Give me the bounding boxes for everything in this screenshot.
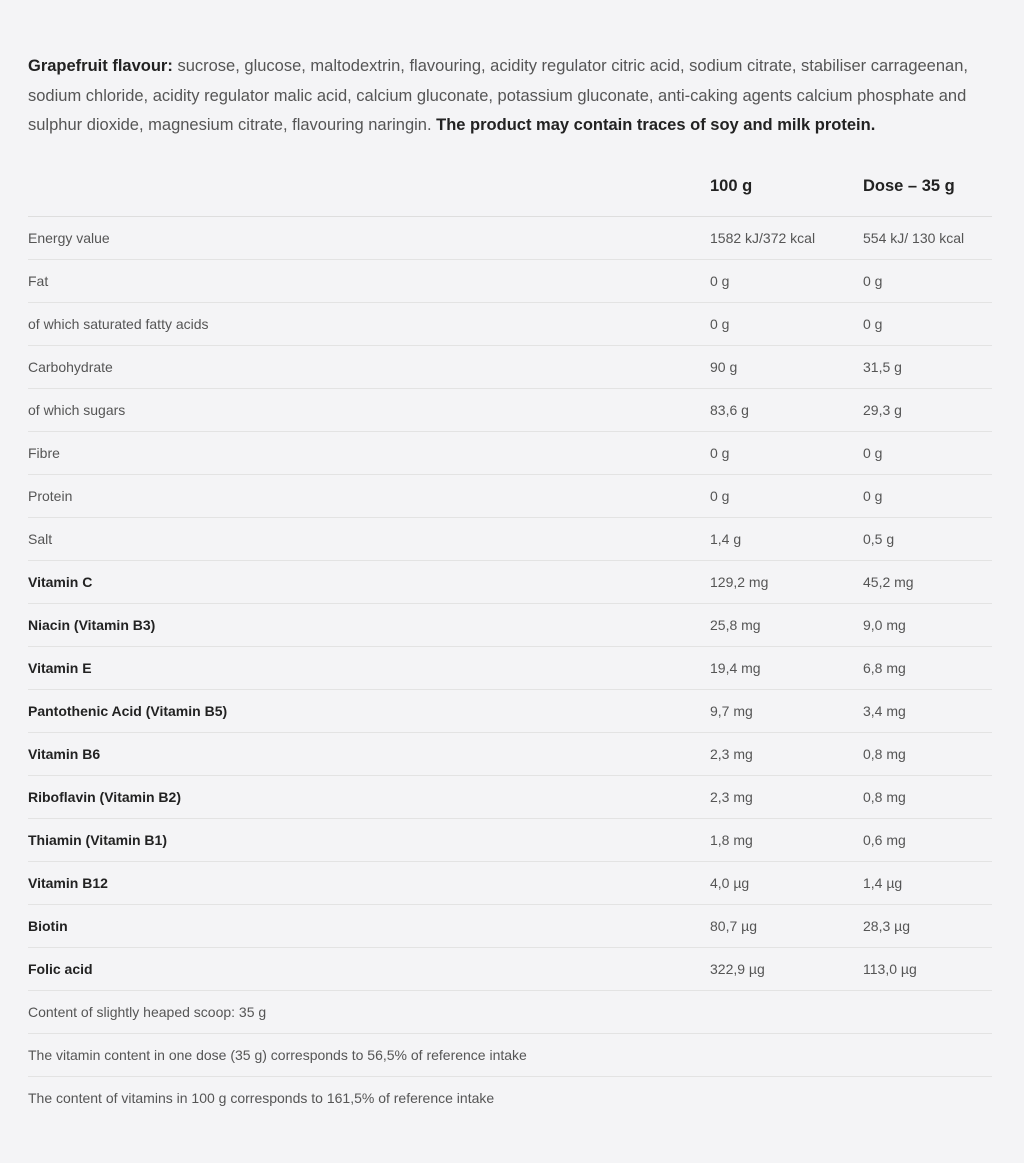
vitamin-name: Vitamin E	[28, 646, 710, 689]
value-per-dose: 0,6 mg	[863, 818, 992, 861]
value-per-100g: 129,2 mg	[710, 560, 863, 603]
value-per-100g: 80,7 µg	[710, 904, 863, 947]
value-per-100g: 0 g	[710, 302, 863, 345]
table-row	[28, 904, 992, 947]
table-row	[28, 861, 992, 904]
value-per-100g: 19,4 mg	[710, 646, 863, 689]
nutrient-name: of which saturated fatty acids	[28, 302, 710, 345]
nutrient-name: Carbohydrate	[28, 345, 710, 388]
nutrient-name: Fat	[28, 259, 710, 302]
value-per-100g: 0 g	[710, 259, 863, 302]
header-nutrient	[28, 163, 710, 217]
value-per-dose: 0 g	[863, 431, 992, 474]
note-scoop-content: Content of slightly heaped scoop: 35 g	[28, 990, 992, 1033]
table-note-row	[28, 990, 992, 1033]
header-per-dose: Dose – 35 g	[863, 163, 992, 217]
value-per-100g: 0 g	[710, 431, 863, 474]
value-per-dose: 554 kJ/ 130 kcal	[863, 216, 992, 259]
table-row	[28, 259, 992, 302]
value-per-dose: 45,2 mg	[863, 560, 992, 603]
ingredients-text: sucrose, glucose, maltodextrin, flavouring, acidity regulator citric acid, sodium citrate, stabiliser carrageenan, sodium chloride, acidity regulator malic acid, calcium gluconate, potassium gluconate, anti-caking agents calcium phosphate and sulphur dioxide, magnesium citrate, flavouring naringin.	[28, 57, 968, 134]
value-per-dose: 0 g	[863, 259, 992, 302]
vitamin-name: Biotin	[28, 904, 710, 947]
value-per-100g: 2,3 mg	[710, 732, 863, 775]
value-per-dose: 0 g	[863, 302, 992, 345]
table-row	[28, 732, 992, 775]
value-per-dose: 0 g	[863, 474, 992, 517]
nutrient-name: Energy value	[28, 216, 710, 259]
value-per-100g: 1582 kJ/372 kcal	[710, 216, 863, 259]
table-row	[28, 646, 992, 689]
header-per-100g: 100 g	[710, 163, 863, 217]
note-dose-reference-intake: The vitamin content in one dose (35 g) corresponds to 56,5% of reference intake	[28, 1033, 992, 1076]
value-per-dose: 29,3 g	[863, 388, 992, 431]
nutrition-table	[28, 163, 992, 1119]
value-per-100g: 322,9 µg	[710, 947, 863, 990]
table-row	[28, 603, 992, 646]
ingredients-label: Grapefruit flavour:	[28, 57, 173, 75]
table-row	[28, 474, 992, 517]
table-row	[28, 775, 992, 818]
nutrient-name: of which sugars	[28, 388, 710, 431]
vitamin-name: Vitamin B6	[28, 732, 710, 775]
vitamin-name: Vitamin B12	[28, 861, 710, 904]
value-per-100g: 0 g	[710, 474, 863, 517]
value-per-dose: 0,8 mg	[863, 775, 992, 818]
nutrient-name: Fibre	[28, 431, 710, 474]
value-per-dose: 6,8 mg	[863, 646, 992, 689]
vitamin-name: Niacin (Vitamin B3)	[28, 603, 710, 646]
vitamin-name: Riboflavin (Vitamin B2)	[28, 775, 710, 818]
value-per-dose: 1,4 µg	[863, 861, 992, 904]
table-note-row	[28, 1033, 992, 1076]
table-row	[28, 689, 992, 732]
table-row	[28, 560, 992, 603]
ingredients-paragraph	[28, 52, 992, 141]
nutrient-name: Protein	[28, 474, 710, 517]
value-per-dose: 31,5 g	[863, 345, 992, 388]
table-note-row	[28, 1076, 992, 1119]
table-row	[28, 947, 992, 990]
value-per-100g: 9,7 mg	[710, 689, 863, 732]
value-per-100g: 1,8 mg	[710, 818, 863, 861]
table-row	[28, 431, 992, 474]
nutrient-name: Salt	[28, 517, 710, 560]
vitamin-name: Vitamin C	[28, 560, 710, 603]
vitamin-name: Thiamin (Vitamin B1)	[28, 818, 710, 861]
vitamin-name: Pantothenic Acid (Vitamin B5)	[28, 689, 710, 732]
table-row	[28, 388, 992, 431]
nutrition-info-section	[28, 52, 992, 1119]
value-per-100g: 4,0 µg	[710, 861, 863, 904]
table-row	[28, 517, 992, 560]
table-row	[28, 345, 992, 388]
table-row	[28, 216, 992, 259]
value-per-100g: 83,6 g	[710, 388, 863, 431]
table-header-row	[28, 163, 992, 217]
value-per-dose: 113,0 µg	[863, 947, 992, 990]
value-per-dose: 3,4 mg	[863, 689, 992, 732]
value-per-100g: 25,8 mg	[710, 603, 863, 646]
value-per-dose: 0,8 mg	[863, 732, 992, 775]
value-per-100g: 1,4 g	[710, 517, 863, 560]
value-per-dose: 28,3 µg	[863, 904, 992, 947]
value-per-dose: 0,5 g	[863, 517, 992, 560]
value-per-100g: 2,3 mg	[710, 775, 863, 818]
allergen-warning: The product may contain traces of soy and milk protein.	[436, 116, 876, 134]
value-per-100g: 90 g	[710, 345, 863, 388]
table-row	[28, 818, 992, 861]
note-100g-reference-intake: The content of vitamins in 100 g corresponds to 161,5% of reference intake	[28, 1089, 495, 1106]
vitamin-name: Folic acid	[28, 947, 710, 990]
table-row	[28, 302, 992, 345]
value-per-dose: 9,0 mg	[863, 603, 992, 646]
